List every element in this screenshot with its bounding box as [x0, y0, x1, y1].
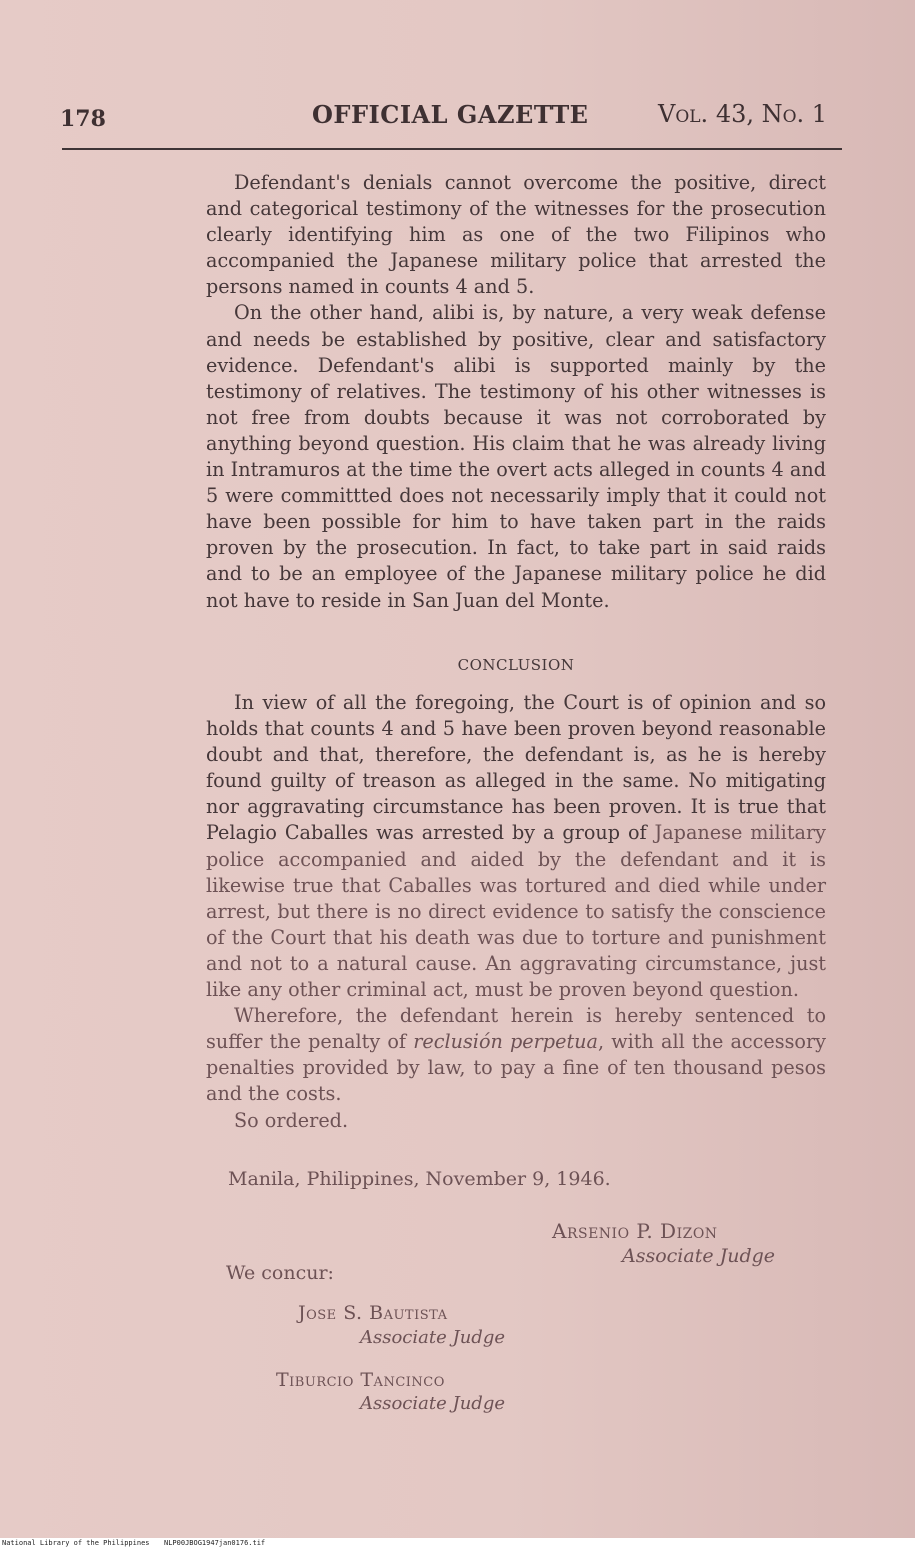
sentence-text-before: Wherefore, the defendant herein is hereby sentenced to suffer the penalty of: [206, 1004, 826, 1054]
concurring-title-1: Associate Judge: [360, 1327, 505, 1348]
concurring-name-2: Tiburcio Tancinco: [276, 1369, 445, 1391]
sentence-text-after: , with all the accessory penalties provided by law, to pay a fine of ten thousand pesos and the costs.: [206, 1030, 826, 1106]
concur-label: We concur:: [226, 1262, 334, 1284]
paragraph-alibi: On the other hand, alibi is, by nature, a very weak defense and needs be established by positive, clear and satisfactory evidence. Defendant's alibi is supported mainly by the testimony of relatives. The testimony of his other witnesses is not free from doubts because it was not corroborated by anything beyond question. His claim that he was already living in Intramuros at the time the overt acts alleged in counts 4 and 5 were committted does not necessarily imply that it could not have been possible for him to have taken part in the raids proven by the prosecution. In fact, to take part in said raids and to be an employee of the Japanese military police he did not have to reside in San Juan del Monte.: [206, 301, 826, 612]
paragraph-denials: Defendant's denials cannot overcome the positive, direct and categorical testimony of the witnesses for the prosecution clearly identifying him as one of the two Filipinos who accompanied the Japanese military police that arrested the persons named in counts 4 and 5.: [206, 171, 826, 299]
concurring-title-2: Associate Judge: [360, 1393, 505, 1414]
footer-filename: NLP00JBOG1947jan0176.tif: [164, 1539, 266, 1547]
concurring-name-1: Jose S. Bautista: [298, 1302, 448, 1324]
page-number: 178: [60, 106, 106, 132]
author-name: Arsenio P. Dizon: [552, 1219, 718, 1243]
header-rule: [62, 148, 842, 150]
scan-footer: [0, 1538, 915, 1548]
opinion-body: [206, 170, 826, 614]
conclusion-text-a: In view of all the foregoing, the Court is of opinion and so holds that counts 4 and 5 have been proven beyond reasonable doubt and that, therefore, the defendant is, as he is hereby found guilty of treason as alleged in the same. No mitigating nor aggravating circumstance has been proven. It is true that Pelagio Caballes was arrested by a group of: [206, 691, 826, 845]
footer-library: National Library of the Philippines: [2, 1539, 150, 1547]
conclusion-heading: CONCLUSION: [457, 656, 575, 674]
publication-title: OFFICIAL GAZETTE: [312, 100, 589, 129]
author-title: Associate Judge: [622, 1245, 776, 1267]
conclusion-text-b: Japanese military police accompanied and aided by the defendant and it is likewise true that Caballes was tortured and died while under arrest, but there is no direct evidence to satisfy the conscience of the Court that his death was due to torture and punishment and not to a natural cause. An aggravating circumstance, just like any other criminal act, must be proven beyond question.: [206, 821, 826, 1002]
paragraph-conclusion: [206, 690, 826, 1003]
place-date: Manila, Philippines, November 9, 1946.: [228, 1168, 611, 1190]
sentence-penalty-italic: reclusión perpetua: [413, 1030, 598, 1054]
conclusion-body: [206, 690, 826, 1134]
paragraph-sentence: [206, 1003, 826, 1107]
volume-number: Vol. 43, No. 1: [658, 100, 828, 128]
paragraph-so-ordered: So ordered.: [234, 1108, 349, 1132]
